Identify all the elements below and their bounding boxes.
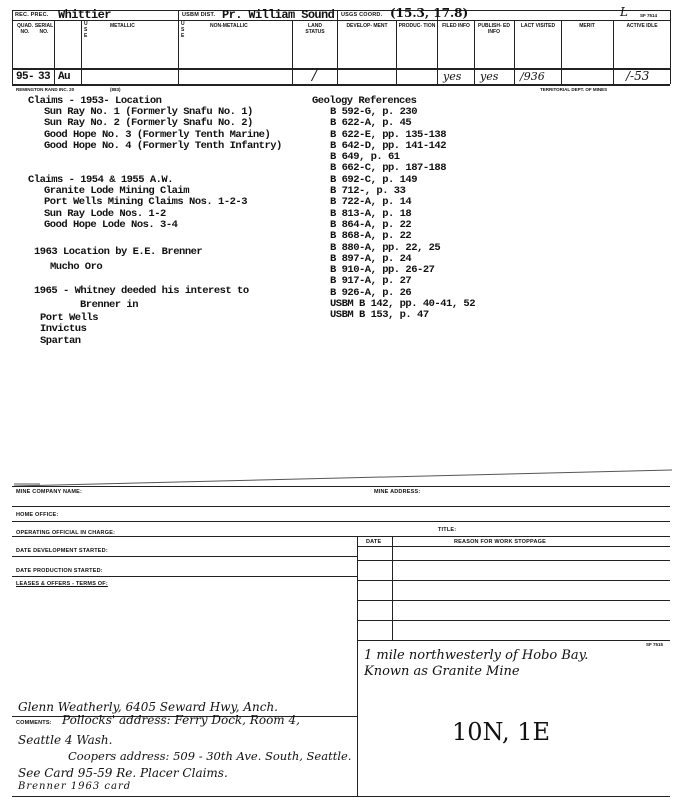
serial-no-header: SERIAL NO. [34, 23, 54, 35]
use-marker: U S E [84, 21, 88, 39]
comments-line4: See Card 95-59 Re. Placer Claims. [18, 766, 228, 780]
form-rule [12, 536, 670, 537]
claim-item: Good Hope No. 4 (Formerly Tenth Infantry) [44, 139, 282, 152]
stoppage-table-left [357, 536, 358, 796]
claim-item: Sun Ray No. 1 (Formerly Snafu No. 1) [44, 106, 253, 118]
geology-ref: B 880-A, pp. 22, 25 [330, 241, 441, 254]
claim-item: Spartan [40, 334, 81, 347]
geology-ref: USBM B 153, p. 47 [330, 309, 429, 322]
printer-mark: REMINGTON RAND INC. 20 [16, 87, 75, 92]
geology-ref: B 649, p. 61 [330, 151, 400, 164]
stoppage-date-divider [392, 536, 393, 640]
geology-ref: B 692-C, p. 149 [330, 173, 418, 186]
usbm-dist-value: Pr. William Sound [222, 8, 335, 22]
date-column-header: DATE [366, 539, 382, 545]
date-development-started-label: DATE DEVELOPMENT STARTED: [16, 548, 108, 554]
header-row-rule-2 [12, 68, 670, 70]
claims-1953-list [44, 107, 282, 152]
mine-company-name-label: MINE COMPANY NAME: [16, 489, 83, 495]
geology-heading: Geology References [312, 95, 417, 107]
development-header: DEVELOP- MENT [346, 23, 388, 29]
col-divider [561, 20, 562, 84]
glenn-note: Glenn Weatherly, 6405 Seward Hwy, Anch. [18, 700, 278, 714]
claims-1954-list [44, 186, 247, 231]
claims-1965-heading: 1965 - Whitney deeded his interest to [34, 285, 249, 297]
claim-item: Good Hope No. 3 (Formerly Tenth Marine) [44, 128, 271, 141]
leases-label: LEASES & OFFERS - TERMS OF: [16, 581, 108, 587]
active-idle-value: /-53 [626, 69, 650, 83]
form-rule [12, 521, 670, 522]
usbm-dist-label: USBM DIST. [182, 12, 216, 18]
comments-line1: Pollocks' address: Ferry Dock, Room 4, [62, 713, 300, 727]
last-visited-header: LACT VISITED [520, 23, 556, 29]
metallic-header: METALLIC [110, 23, 135, 29]
geology-ref: B 592-G, p. 230 [330, 106, 418, 118]
merit-header: MERIT [579, 23, 595, 29]
comments-label: COMMENTS: [16, 720, 52, 726]
quad-no-header: QUAD. NO. [16, 23, 34, 35]
claim-item: Sun Ray Lode Nos. 1-2 [44, 207, 166, 220]
geology-ref: B 910-A, pp. 26-27 [330, 264, 435, 277]
printer-code: (883) [110, 87, 121, 92]
geology-ref: B 864-A, p. 22 [330, 218, 412, 231]
township-note: 10N, 1E [452, 718, 551, 746]
non-metallic-header: NON-METALLIC [210, 23, 248, 29]
form-number: SF 7514 [640, 13, 658, 18]
corner-mark: L [620, 5, 628, 19]
rec-prec-label: REC. PREC. [15, 12, 49, 18]
stoppage-row [357, 600, 670, 601]
operating-official-label: OPERATING OFFICIAL IN CHARGE: [16, 530, 116, 536]
claim-item: Granite Lode Mining Claim [44, 185, 190, 197]
geology-ref: B 897-A, p. 24 [330, 252, 412, 265]
stoppage-row [357, 546, 670, 547]
filed-info-header: FILED INFO [442, 23, 470, 29]
quad-no-value: 95- [16, 71, 35, 83]
geology-ref: B 662-C, pp. 187-188 [330, 162, 447, 175]
usgs-coord-label: USGS COORD. [341, 12, 383, 18]
col-divider [292, 20, 293, 84]
geology-ref-list [330, 107, 475, 322]
comments-line2: Seattle 4 Wash. [18, 733, 113, 747]
col-divider [81, 20, 82, 84]
geology-ref: B 642-D, pp. 141-142 [330, 139, 447, 152]
production-header: PRODUC- TION [398, 23, 436, 29]
col-divider [396, 20, 397, 84]
title-label: TITLE: [438, 527, 457, 533]
claim-item: Good Hope Lode Nos. 3-4 [44, 218, 178, 231]
col-divider [613, 20, 614, 84]
col-divider [337, 10, 338, 84]
active-idle-header: ACTIVE IDLE [626, 23, 658, 29]
claims-1963-heading: 1963 Location by E.E. Brenner [34, 246, 203, 258]
comments-line5: Brenner 1963 card [18, 781, 132, 792]
claims-1963-item: Mucho Oro [50, 261, 103, 273]
col-divider [474, 20, 475, 84]
form-rule [12, 576, 357, 577]
location-note-line1: 1 mile northwesterly of Hobo Bay. [364, 648, 589, 663]
form-rule [12, 506, 670, 507]
geology-ref: B 622-E, pp. 135-138 [330, 128, 447, 141]
territorial-mark: TERRITORIAL DEPT. OF MINES [540, 87, 608, 92]
mine-address-label: MINE ADDRESS: [374, 489, 421, 495]
geology-ref: B 722-A, p. 14 [330, 196, 412, 209]
metallic-value: Au [58, 71, 71, 83]
claims-1954-heading: Claims - 1954 & 1955 A.W. [28, 174, 174, 186]
geology-ref: B 917-A, p. 27 [330, 275, 412, 288]
claims-1965-list [40, 313, 98, 347]
claims-1953-heading: Claims - 1953- Location [28, 95, 162, 107]
stoppage-row [357, 620, 670, 621]
last-visited-value: /936 [520, 70, 545, 83]
stoppage-row [357, 560, 670, 561]
land-status-value: / [312, 68, 317, 84]
form-rule [12, 486, 670, 487]
claim-item: Sun Ray No. 2 (Formerly Snafu No. 2) [44, 117, 253, 130]
col-divider [437, 10, 438, 84]
date-production-started-label: DATE PRODUCTION STARTED: [16, 568, 103, 574]
claim-item: Port Wells Mining Claims Nos. 1-2-3 [44, 196, 248, 209]
home-office-label: HOME OFFICE: [16, 512, 59, 518]
geology-ref: B 712-, p. 33 [330, 185, 406, 198]
land-status-header: LAND STATUS [305, 23, 325, 35]
geology-ref: B 868-A, p. 22 [330, 230, 412, 243]
published-info-header: PUBLISH- ED INFO [478, 23, 510, 35]
claim-item: Port Wells [40, 312, 99, 324]
rec-prec-value: Whittier [58, 8, 111, 22]
form-number-2: SF 7515 [646, 642, 664, 647]
filed-info-value: yes [443, 70, 462, 83]
location-note-line2: Known as Granite Mine [364, 664, 520, 679]
header-row-rule-3 [12, 84, 670, 86]
stoppage-row [357, 580, 670, 581]
stoppage-row [357, 640, 670, 641]
form-rule [12, 556, 357, 557]
usgs-coord-value: (15.3, 17.8) [390, 6, 469, 20]
geology-ref: B 622-A, p. 45 [330, 117, 412, 130]
claims-1965-sub: Brenner in [80, 299, 139, 311]
serial-no-value: 33 [38, 71, 51, 83]
bottom-rule [12, 796, 670, 797]
col-divider [178, 10, 179, 84]
comments-line3: Coopers address: 509 - 30th Ave. South, Seattle. [68, 749, 352, 763]
geology-ref: USBM B 142, pp. 40-41, 52 [330, 298, 476, 311]
claim-item: Invictus [40, 323, 87, 336]
col-divider [670, 10, 671, 84]
geology-ref: B 813-A, p. 18 [330, 207, 412, 220]
col-divider [12, 10, 13, 84]
published-info-value: yes [480, 70, 499, 83]
use-marker-2: U S E [181, 21, 185, 39]
col-divider [514, 20, 515, 84]
geology-ref: B 926-A, p. 26 [330, 286, 412, 299]
reason-column-header: REASON FOR WORK STOPPAGE [454, 539, 546, 545]
